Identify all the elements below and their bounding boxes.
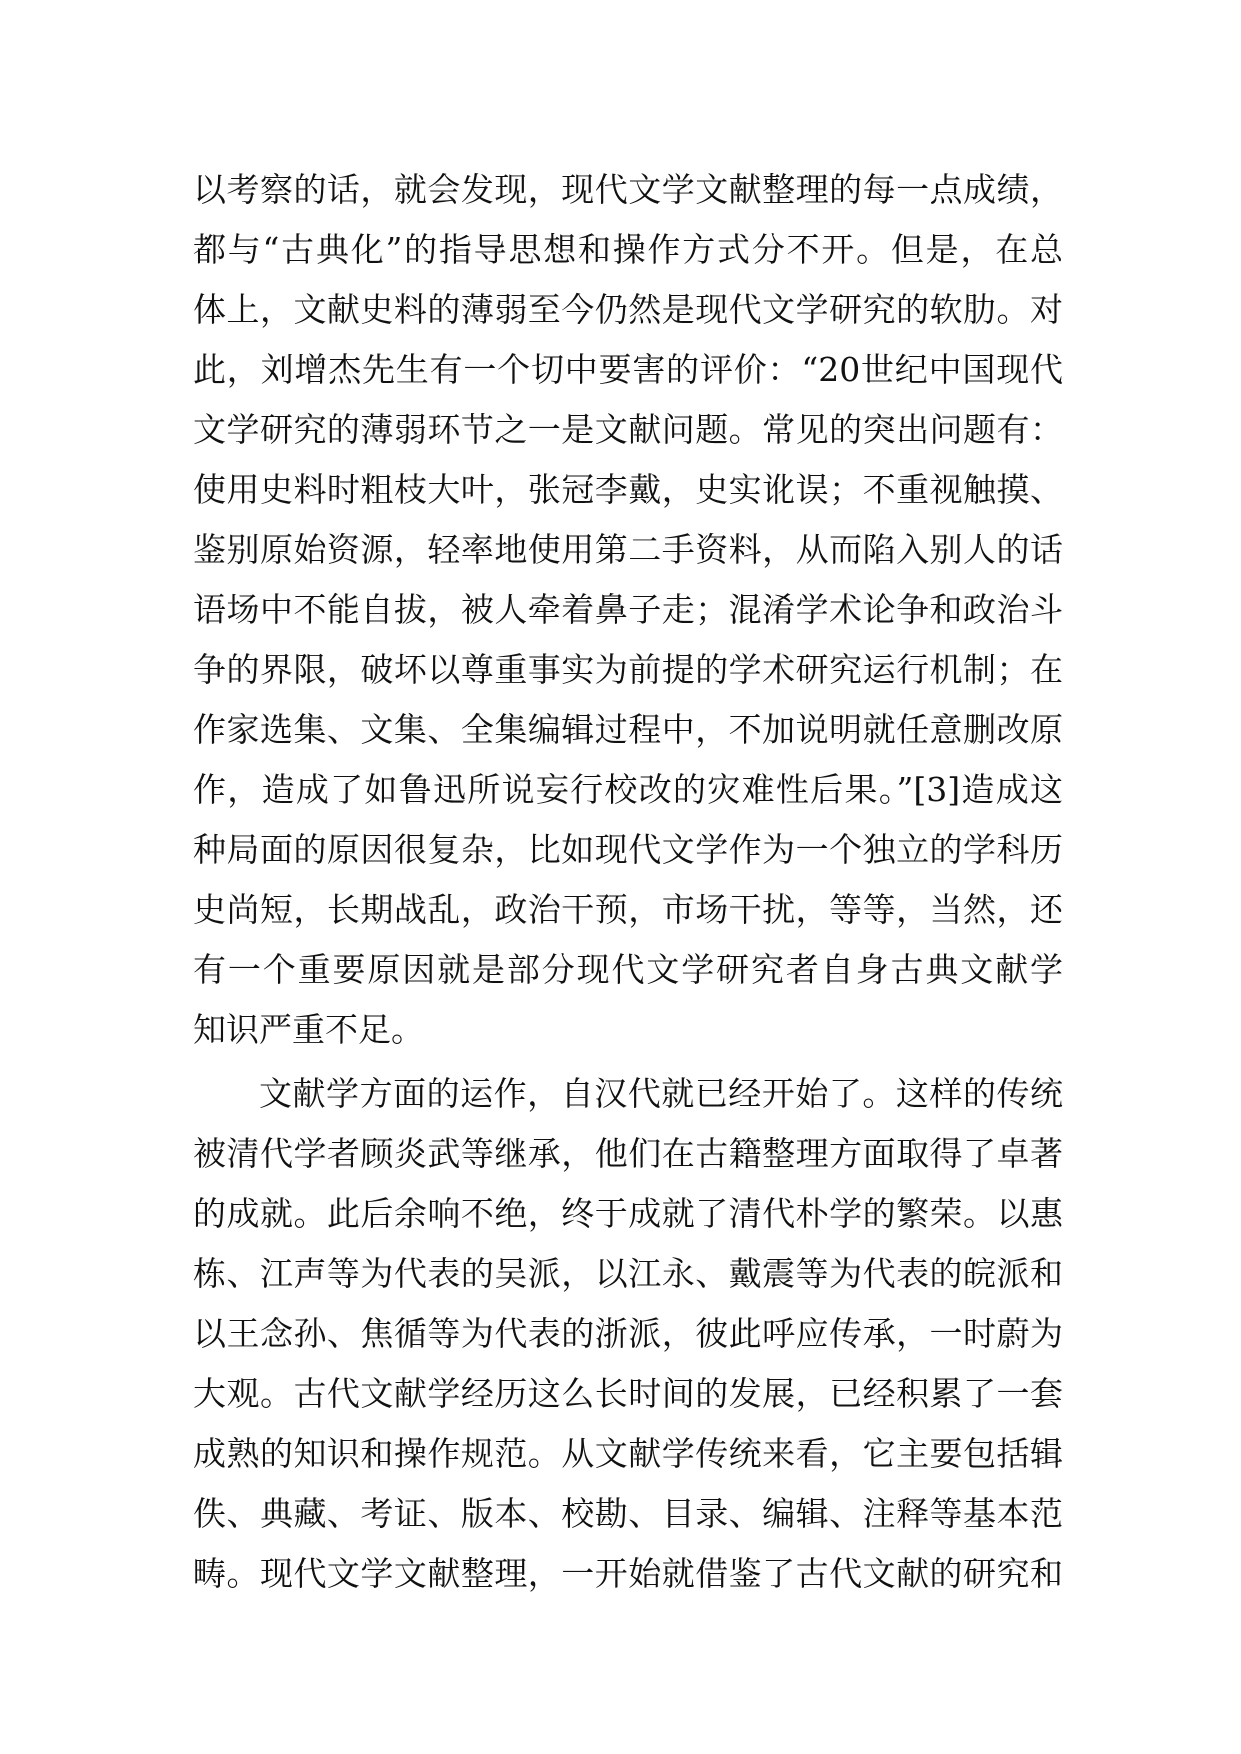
text-line: 语场中不能自拔，被人牵着鼻子走；混淆学术论争和政治斗 [193, 590, 1063, 629]
text-line: 文献学方面的运作，自汉代就已经开始了。这样的传统 [259, 1074, 1063, 1113]
text-line: 使用史料时粗枝大叶，张冠李戴，史实讹误；不重视触摸、 [193, 470, 1063, 509]
text-line: 争的界限，破坏以尊重事实为前提的学术研究运行机制；在 [193, 650, 1063, 689]
text-line: 以考察的话，就会发现，现代文学文献整理的每一点成绩， [193, 170, 1063, 209]
paragraph-2 [193, 1064, 1063, 1604]
text-line: 文学研究的薄弱环节之一是文献问题。常见的突出问题有： [193, 410, 1063, 449]
paragraph-1 [193, 160, 1063, 1060]
text-line: 此，刘增杰先生有一个切中要害的评价：“20世纪中国现代 [193, 350, 1063, 389]
text-line: 畴。现代文学文献整理，一开始就借鉴了古代文献的研究和 [193, 1554, 1063, 1593]
text-line: 作，造成了如鲁迅所说妄行校改的灾难性后果。”[3]造成这 [193, 770, 1063, 809]
text-line: 都与“古典化”的指导思想和操作方式分不开。但是，在总 [193, 230, 1063, 269]
text-line: 种局面的原因很复杂，比如现代文学作为一个独立的学科历 [193, 830, 1063, 869]
text-line: 成熟的知识和操作规范。从文献学传统来看，它主要包括辑 [193, 1434, 1063, 1473]
text-line: 史尚短，长期战乱，政治干预，市场干扰，等等，当然，还 [193, 890, 1063, 929]
text-line: 知识严重不足。 [193, 1010, 424, 1049]
text-line: 作家选集、文集、全集编辑过程中，不加说明就任意删改原 [193, 710, 1063, 749]
text-line: 体上，文献史料的薄弱至今仍然是现代文学研究的软肋。对 [193, 290, 1063, 329]
text-line: 栋、江声等为代表的吴派，以江永、戴震等为代表的皖派和 [193, 1254, 1063, 1293]
text-line: 鉴别原始资源，轻率地使用第二手资料，从而陷入别人的话 [193, 530, 1063, 569]
text-line: 有一个重要原因就是部分现代文学研究者自身古典文献学 [193, 950, 1063, 989]
text-line: 佚、典藏、考证、版本、校勘、目录、编辑、注释等基本范 [193, 1494, 1063, 1533]
text-line: 以王念孙、焦循等为代表的浙派，彼此呼应传承，一时蔚为 [193, 1314, 1063, 1353]
body-text [193, 160, 1063, 1604]
text-line: 大观。古代文献学经历这么长时间的发展，已经积累了一套 [193, 1374, 1063, 1413]
text-line: 被清代学者顾炎武等继承，他们在古籍整理方面取得了卓著 [193, 1134, 1063, 1173]
text-line: 的成就。此后余响不绝，终于成就了清代朴学的繁荣。以惠 [193, 1194, 1063, 1233]
